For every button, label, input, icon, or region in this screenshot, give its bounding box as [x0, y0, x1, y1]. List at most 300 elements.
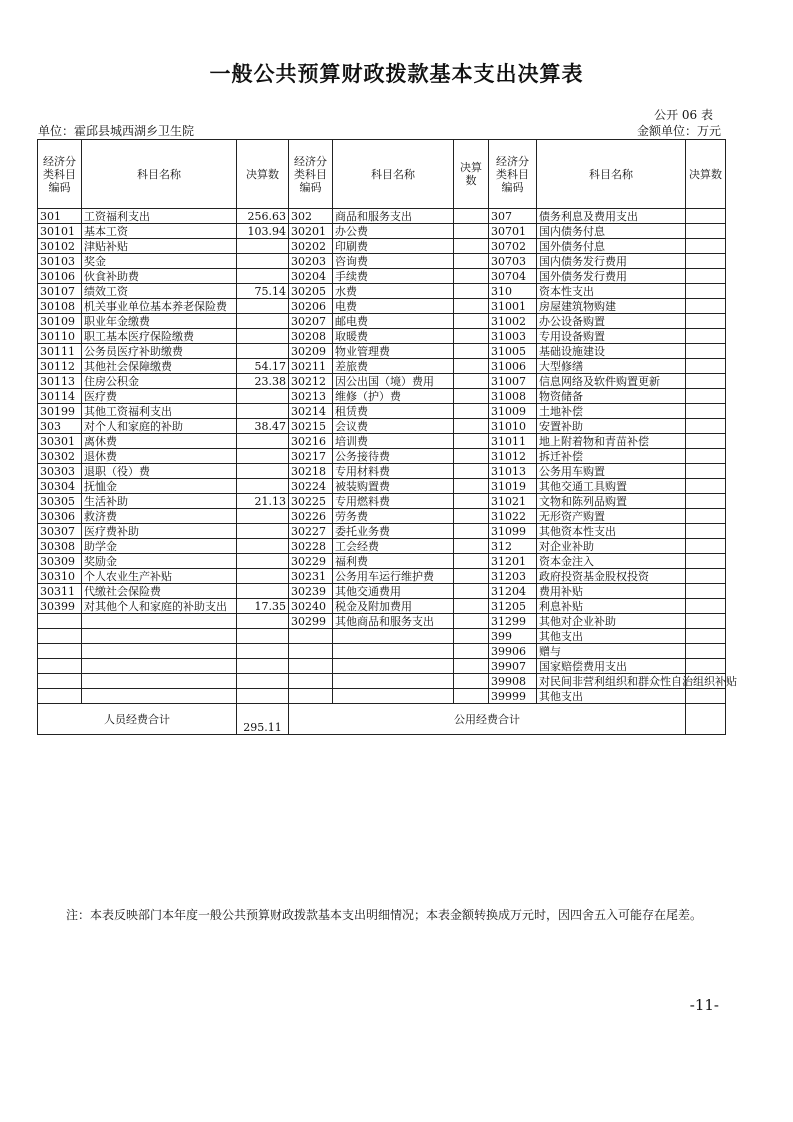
table-row — [38, 584, 726, 599]
cell-value — [237, 584, 289, 599]
expenditure-table — [37, 139, 737, 735]
cell-name: 个人农业生产补贴 — [82, 569, 237, 584]
cell-name: 医疗费补助 — [82, 524, 237, 539]
cell-value — [454, 509, 489, 524]
cell-code: 30205 — [289, 284, 333, 299]
cell-code: 30113 — [38, 374, 82, 389]
cell-code: 31008 — [489, 389, 537, 404]
cell-code: 30307 — [38, 524, 82, 539]
cell-code: 31012 — [489, 449, 537, 464]
cell-name: 奖金 — [82, 254, 237, 269]
cell-value — [237, 629, 289, 644]
cell-name: 土地补偿 — [537, 404, 686, 419]
cell-code: 30228 — [289, 539, 333, 554]
cell-code: 30218 — [289, 464, 333, 479]
footnote: 注：本表反映部门本年度一般公共预算财政拨款基本支出明细情况；本表金额转换成万元时，因四舍五入可能存在尾差。 — [66, 908, 703, 922]
cell-value — [454, 389, 489, 404]
cell-name: 国内债务发行费用 — [537, 254, 686, 269]
page-number: -11- — [689, 996, 719, 1014]
cell-name: 赠与 — [537, 644, 686, 659]
cell-code — [38, 689, 82, 704]
cell-code: 30204 — [289, 269, 333, 284]
cell-name: 安置补助 — [537, 419, 686, 434]
cell-code: 30306 — [38, 509, 82, 524]
cell-name: 对个人和家庭的补助 — [82, 419, 237, 434]
cell-name: 对民间非营利组织和群众性自治组织补贴 — [537, 674, 686, 689]
cell-name: 绩效工资 — [82, 284, 237, 299]
table-row — [38, 644, 726, 659]
cell-value — [237, 674, 289, 689]
cell-value — [237, 554, 289, 569]
cell-value — [454, 374, 489, 389]
cell-code: 30214 — [289, 404, 333, 419]
cell-value — [237, 569, 289, 584]
cell-code: 30701 — [489, 224, 537, 239]
cell-code: 30111 — [38, 344, 82, 359]
table-row — [38, 659, 726, 674]
cell-value — [686, 629, 726, 644]
cell-name: 被装购置费 — [333, 479, 454, 494]
cell-code: 30303 — [38, 464, 82, 479]
cell-name: 文物和陈列品购置 — [537, 494, 686, 509]
cell-name: 物业管理费 — [333, 344, 454, 359]
header-value: 决算数 — [686, 140, 726, 209]
cell-value — [686, 554, 726, 569]
cell-name: 办公费 — [333, 224, 454, 239]
cell-value — [237, 254, 289, 269]
cell-code: 310 — [489, 284, 537, 299]
cell-value — [686, 314, 726, 329]
cell-value — [237, 329, 289, 344]
cell-value — [454, 569, 489, 584]
cell-code: 30216 — [289, 434, 333, 449]
cell-name: 伙食补助费 — [82, 269, 237, 284]
cell-name: 费用补贴 — [537, 584, 686, 599]
cell-name: 无形资产购置 — [537, 509, 686, 524]
cell-code: 31019 — [489, 479, 537, 494]
header-value: 决算数 — [237, 140, 289, 209]
page-title: 一般公共预算财政拨款基本支出决算表 — [209, 62, 584, 86]
cell-value — [686, 599, 726, 614]
money-unit: 金额单位：万元 — [636, 124, 721, 138]
cell-value — [454, 254, 489, 269]
cell-value — [686, 509, 726, 524]
cell-value — [686, 374, 726, 389]
cell-code — [289, 674, 333, 689]
table-row — [38, 239, 726, 254]
cell-code: 312 — [489, 539, 537, 554]
cell-code — [289, 644, 333, 659]
table-row — [38, 344, 726, 359]
cell-value — [454, 329, 489, 344]
cell-value — [454, 554, 489, 569]
cell-code — [38, 629, 82, 644]
cell-name: 电费 — [333, 299, 454, 314]
cell-name: 税金及附加费用 — [333, 599, 454, 614]
cell-code — [38, 644, 82, 659]
cell-name: 委托业务费 — [333, 524, 454, 539]
cell-name: 其他交通工具购置 — [537, 479, 686, 494]
cell-code — [38, 614, 82, 629]
cell-name: 商品和服务支出 — [333, 209, 454, 224]
header-value: 决算数 — [454, 140, 489, 209]
cell-name: 政府投资基金股权投资 — [537, 569, 686, 584]
cell-name: 其他商品和服务支出 — [333, 614, 454, 629]
cell-code: 30305 — [38, 494, 82, 509]
cell-code: 30231 — [289, 569, 333, 584]
cell-value — [454, 584, 489, 599]
cell-code: 30110 — [38, 329, 82, 344]
cell-code: 30239 — [289, 584, 333, 599]
cell-code: 302 — [289, 209, 333, 224]
cell-value — [686, 464, 726, 479]
cell-value — [686, 299, 726, 314]
cell-value — [237, 659, 289, 674]
cell-name: 专用燃料费 — [333, 494, 454, 509]
table-row — [38, 599, 726, 614]
cell-name: 维修（护）费 — [333, 389, 454, 404]
cell-code: 30229 — [289, 554, 333, 569]
cell-name: 救济费 — [82, 509, 237, 524]
cell-code: 30302 — [38, 449, 82, 464]
cell-value: 21.13 — [237, 494, 289, 509]
cell-value — [454, 209, 489, 224]
cell-name: 离休费 — [82, 434, 237, 449]
cell-name: 咨询费 — [333, 254, 454, 269]
cell-value — [454, 674, 489, 689]
cell-value — [237, 479, 289, 494]
cell-value — [454, 419, 489, 434]
cell-name: 因公出国（境）费用 — [333, 374, 454, 389]
header-name: 科目名称 — [537, 140, 686, 209]
cell-code: 31005 — [489, 344, 537, 359]
cell-code: 307 — [489, 209, 537, 224]
cell-value — [237, 269, 289, 284]
cell-code: 30227 — [289, 524, 333, 539]
cell-value — [686, 359, 726, 374]
cell-value — [686, 434, 726, 449]
cell-value: 38.47 — [237, 419, 289, 434]
cell-value — [454, 449, 489, 464]
cell-code: 30217 — [289, 449, 333, 464]
personnel-total-label: 人员经费合计 — [38, 704, 237, 735]
cell-value — [686, 689, 726, 704]
cell-value — [454, 269, 489, 284]
table-row — [38, 674, 726, 689]
table-row — [38, 434, 726, 449]
cell-code — [38, 659, 82, 674]
cell-name: 职工基本医疗保险缴费 — [82, 329, 237, 344]
cell-name — [82, 674, 237, 689]
cell-value — [454, 314, 489, 329]
cell-code: 31203 — [489, 569, 537, 584]
cell-name: 其他支出 — [537, 629, 686, 644]
cell-value — [454, 524, 489, 539]
cell-code: 31201 — [489, 554, 537, 569]
cell-code: 31013 — [489, 464, 537, 479]
cell-value — [686, 644, 726, 659]
table-row — [38, 449, 726, 464]
cell-code: 39999 — [489, 689, 537, 704]
cell-name: 劳务费 — [333, 509, 454, 524]
cell-code: 30203 — [289, 254, 333, 269]
cell-value — [454, 284, 489, 299]
cell-name: 对企业补助 — [537, 539, 686, 554]
cell-value — [237, 644, 289, 659]
cell-name: 医疗费 — [82, 389, 237, 404]
cell-code: 31204 — [489, 584, 537, 599]
cell-code: 31099 — [489, 524, 537, 539]
cell-name — [333, 644, 454, 659]
cell-name: 国外债务发行费用 — [537, 269, 686, 284]
cell-name: 其他对企业补助 — [537, 614, 686, 629]
cell-name — [333, 689, 454, 704]
cell-name: 利息补贴 — [537, 599, 686, 614]
cell-name: 差旅费 — [333, 359, 454, 374]
cell-code: 30226 — [289, 509, 333, 524]
cell-code: 31009 — [489, 404, 537, 419]
cell-name: 国内债务付息 — [537, 224, 686, 239]
cell-code: 30304 — [38, 479, 82, 494]
cell-value: 23.38 — [237, 374, 289, 389]
cell-code: 31007 — [489, 374, 537, 389]
cell-name: 水费 — [333, 284, 454, 299]
cell-code: 30202 — [289, 239, 333, 254]
cell-value — [686, 344, 726, 359]
cell-name — [333, 659, 454, 674]
cell-code: 31022 — [489, 509, 537, 524]
cell-code: 30102 — [38, 239, 82, 254]
cell-value: 103.94 — [237, 224, 289, 239]
cell-value: 17.35 — [237, 599, 289, 614]
cell-code: 31011 — [489, 434, 537, 449]
cell-name: 拆迁补偿 — [537, 449, 686, 464]
table-row — [38, 359, 726, 374]
cell-code — [289, 689, 333, 704]
cell-name: 培训费 — [333, 434, 454, 449]
cell-value — [454, 479, 489, 494]
cell-code: 39908 — [489, 674, 537, 689]
cell-code: 30114 — [38, 389, 82, 404]
cell-code: 399 — [489, 629, 537, 644]
cell-code: 30106 — [38, 269, 82, 284]
cell-value — [686, 239, 726, 254]
cell-name: 住房公积金 — [82, 374, 237, 389]
cell-name: 大型修缮 — [537, 359, 686, 374]
cell-code: 30299 — [289, 614, 333, 629]
table-row — [38, 614, 726, 629]
cell-code: 30109 — [38, 314, 82, 329]
cell-name: 租赁费 — [333, 404, 454, 419]
cell-code: 31006 — [489, 359, 537, 374]
table-row — [38, 629, 726, 644]
cell-name: 债务利息及费用支出 — [537, 209, 686, 224]
cell-name: 公务用车购置 — [537, 464, 686, 479]
cell-name — [82, 689, 237, 704]
cell-code: 30224 — [289, 479, 333, 494]
cell-value — [237, 314, 289, 329]
cell-value — [454, 614, 489, 629]
table-row — [38, 509, 726, 524]
table-row — [38, 389, 726, 404]
cell-value — [454, 224, 489, 239]
cell-code: 30309 — [38, 554, 82, 569]
cell-value — [686, 524, 726, 539]
cell-code: 30108 — [38, 299, 82, 314]
cell-code: 30209 — [289, 344, 333, 359]
header-name: 科目名称 — [82, 140, 237, 209]
table-row — [38, 464, 726, 479]
cell-value — [237, 389, 289, 404]
cell-value — [237, 239, 289, 254]
cell-name — [82, 659, 237, 674]
cell-value — [454, 689, 489, 704]
table-row — [38, 419, 726, 434]
cell-value — [686, 479, 726, 494]
cell-value — [237, 464, 289, 479]
cell-value — [686, 269, 726, 284]
cell-code: 30703 — [489, 254, 537, 269]
cell-name — [333, 629, 454, 644]
cell-value — [237, 524, 289, 539]
cell-name: 印刷费 — [333, 239, 454, 254]
cell-code: 30308 — [38, 539, 82, 554]
cell-value — [686, 284, 726, 299]
cell-name: 工会经费 — [333, 539, 454, 554]
cell-value — [686, 539, 726, 554]
cell-name: 公务接待费 — [333, 449, 454, 464]
cell-name: 其他支出 — [537, 689, 686, 704]
cell-value — [454, 299, 489, 314]
cell-name: 其他交通费用 — [333, 584, 454, 599]
cell-value — [686, 419, 726, 434]
cell-code: 301 — [38, 209, 82, 224]
cell-code: 30301 — [38, 434, 82, 449]
cell-value — [454, 344, 489, 359]
table-row — [38, 539, 726, 554]
cell-value — [454, 644, 489, 659]
form-number: 公开 06 表 — [654, 108, 713, 122]
cell-value — [454, 659, 489, 674]
cell-name: 地上附着物和青苗补偿 — [537, 434, 686, 449]
cell-name — [82, 644, 237, 659]
cell-name: 办公设备购置 — [537, 314, 686, 329]
cell-name: 代缴社会保险费 — [82, 584, 237, 599]
cell-name — [82, 629, 237, 644]
cell-code: 39906 — [489, 644, 537, 659]
cell-value — [454, 599, 489, 614]
cell-value — [686, 389, 726, 404]
cell-code: 30240 — [289, 599, 333, 614]
cell-value — [454, 239, 489, 254]
cell-value — [686, 404, 726, 419]
cell-code: 31003 — [489, 329, 537, 344]
public-total-value — [686, 704, 726, 735]
cell-name: 邮电费 — [333, 314, 454, 329]
cell-name: 国外债务付息 — [537, 239, 686, 254]
cell-code — [289, 659, 333, 674]
cell-name: 工资福利支出 — [82, 209, 237, 224]
cell-name: 其他社会保障缴费 — [82, 359, 237, 374]
cell-name: 基础设施建设 — [537, 344, 686, 359]
cell-value — [454, 494, 489, 509]
cell-value — [237, 404, 289, 419]
cell-name: 助学金 — [82, 539, 237, 554]
cell-value — [237, 449, 289, 464]
cell-name: 其他工资福利支出 — [82, 404, 237, 419]
table-row — [38, 314, 726, 329]
cell-value: 54.17 — [237, 359, 289, 374]
cell-name — [82, 614, 237, 629]
cell-code — [289, 629, 333, 644]
cell-code: 31002 — [489, 314, 537, 329]
cell-code: 303 — [38, 419, 82, 434]
cell-name: 退休费 — [82, 449, 237, 464]
cell-name: 专用材料费 — [333, 464, 454, 479]
table-row — [38, 284, 726, 299]
cell-value — [686, 449, 726, 464]
organization-unit: 单位：霍邱县城西湖乡卫生院 — [38, 124, 195, 138]
cell-value: 75.14 — [237, 284, 289, 299]
cell-code: 31010 — [489, 419, 537, 434]
table-row — [38, 269, 726, 284]
cell-name: 退职（役）费 — [82, 464, 237, 479]
cell-code: 30215 — [289, 419, 333, 434]
cell-value — [237, 614, 289, 629]
cell-code: 30702 — [489, 239, 537, 254]
cell-value — [686, 329, 726, 344]
cell-name: 手续费 — [333, 269, 454, 284]
cell-name: 物资储备 — [537, 389, 686, 404]
cell-code — [38, 674, 82, 689]
table-row — [38, 209, 726, 224]
cell-value — [237, 434, 289, 449]
cell-code: 30207 — [289, 314, 333, 329]
header-code: 经济分类科目编码 — [289, 140, 333, 209]
cell-code: 30201 — [289, 224, 333, 239]
table-row — [38, 689, 726, 704]
cell-value — [454, 434, 489, 449]
cell-name: 津贴补贴 — [82, 239, 237, 254]
header-code: 经济分类科目编码 — [489, 140, 537, 209]
cell-code: 30206 — [289, 299, 333, 314]
cell-value — [454, 359, 489, 374]
cell-name: 公务员医疗补助缴费 — [82, 344, 237, 359]
cell-name: 职业年金缴费 — [82, 314, 237, 329]
cell-value — [686, 209, 726, 224]
cell-value — [686, 584, 726, 599]
cell-value — [686, 254, 726, 269]
cell-value — [237, 509, 289, 524]
cell-name: 资本性支出 — [537, 284, 686, 299]
header-row — [38, 140, 726, 209]
cell-name: 国家赔偿费用支出 — [537, 659, 686, 674]
cell-name — [333, 674, 454, 689]
cell-name: 基本工资 — [82, 224, 237, 239]
cell-name: 其他资本性支出 — [537, 524, 686, 539]
cell-name: 公务用车运行维护费 — [333, 569, 454, 584]
cell-name: 抚恤金 — [82, 479, 237, 494]
cell-value — [454, 404, 489, 419]
cell-name: 福利费 — [333, 554, 454, 569]
cell-value — [454, 629, 489, 644]
cell-name: 生活补助 — [82, 494, 237, 509]
table-row — [38, 299, 726, 314]
cell-name: 奖励金 — [82, 554, 237, 569]
cell-code: 30213 — [289, 389, 333, 404]
cell-code: 31021 — [489, 494, 537, 509]
header-code: 经济分类科目编码 — [38, 140, 82, 209]
